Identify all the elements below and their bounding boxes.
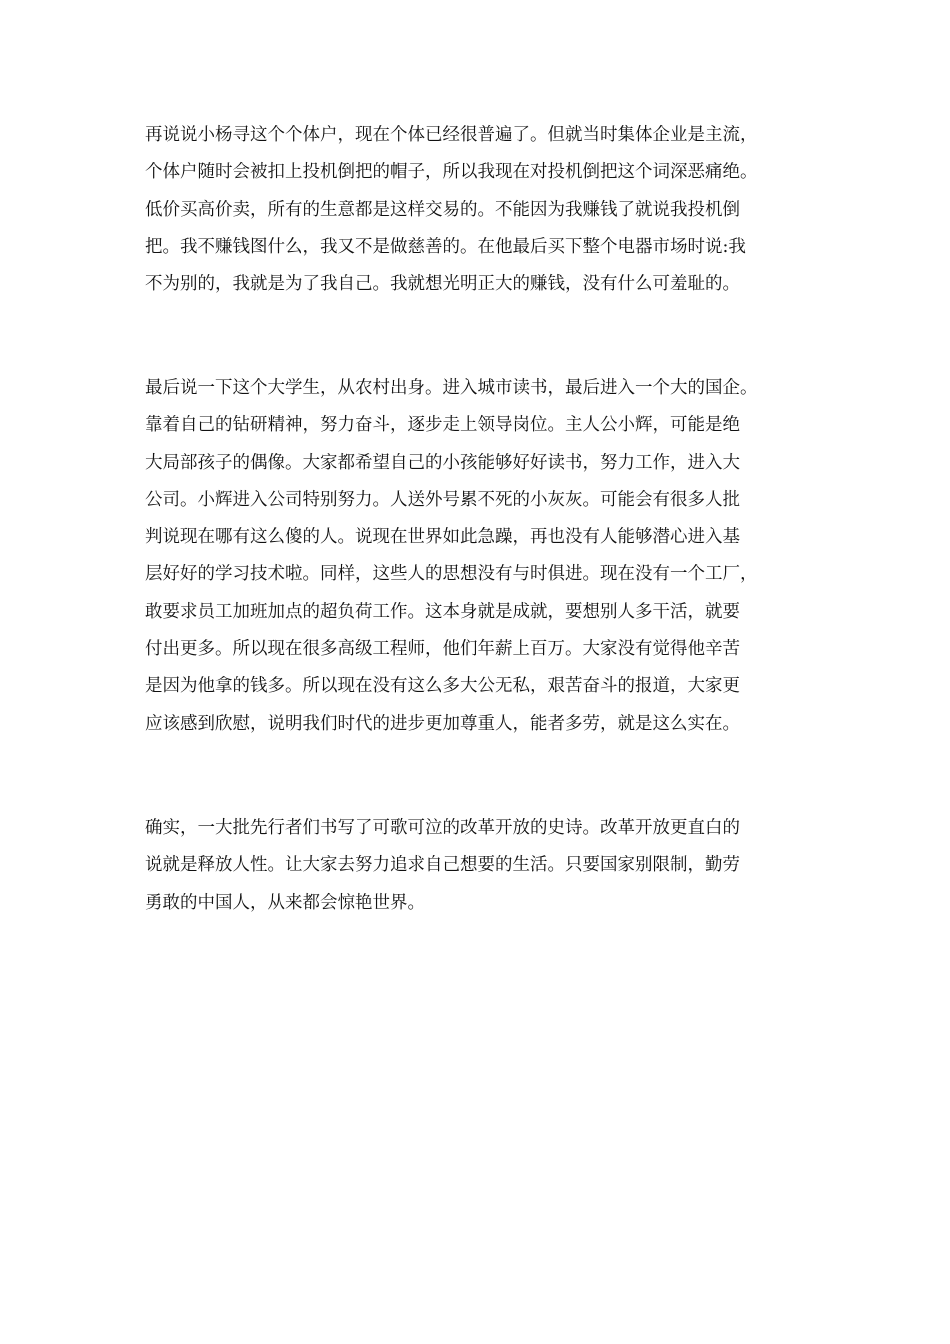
text-line: 敢要求员工加班加点的超负荷工作。这本身就是成就，要想别人多干活，就要 xyxy=(145,601,740,622)
text-line: 应该感到欣慰，说明我们时代的进步更加尊重人，能者多劳，就是这么实在。 xyxy=(145,713,740,734)
text-line: 个体户随时会被扣上投机倒把的帽子，所以我现在对投机倒把这个词深恶痛绝。 xyxy=(145,162,758,183)
text-line: 是因为他拿的钱多。所以现在没有这么多大公无私，艰苦奋斗的报道，大家更 xyxy=(145,676,740,697)
text-line: 付出更多。所以现在很多高级工程师，他们年薪上百万。大家没有觉得他辛苦 xyxy=(145,639,740,660)
paragraph-reform-conclusion xyxy=(145,810,825,922)
text-line: 不为别的，我就是为了我自己。我就想光明正大的赚钱，没有什么可羞耻的。 xyxy=(145,274,740,295)
paragraph-individual-business xyxy=(145,117,825,303)
text-line: 靠着自己的钻研精神，努力奋斗，逐步走上领导岗位。主人公小辉，可能是绝 xyxy=(145,415,740,436)
text-line: 再说说小杨寻这个个体户，现在个体已经很普遍了。但就当时集体企业是主流， xyxy=(145,125,758,145)
text-line: 判说现在哪有这么傻的人。说现在世界如此急躁，再也没有人能够潜心进入基 xyxy=(145,527,740,548)
text-line: 低价买高价卖，所有的生意都是这样交易的。不能因为我赚钱了就说我投机倒 xyxy=(145,199,740,220)
text-line: 大局部孩子的偶像。大家都希望自己的小孩能够好好读书，努力工作，进入大 xyxy=(145,452,740,473)
text-line: 勇敢的中国人，从来都会惊艳世界。 xyxy=(145,892,425,913)
text-line: 确实，一大批先行者们书写了可歌可泣的改革开放的史诗。改革开放更直白的 xyxy=(145,818,740,838)
text-line: 最后说一下这个大学生，从农村出身。进入城市读书，最后进入一个大的国企。 xyxy=(145,378,758,398)
text-line: 公司。小辉进入公司特别努力。人送外号累不死的小灰灰。可能会有很多人批 xyxy=(145,489,740,510)
paragraph-college-student xyxy=(145,370,825,743)
text-line: 把。我不赚钱图什么，我又不是做慈善的。在他最后买下整个电器市场时说:我 xyxy=(145,236,746,257)
text-line: 层好好的学习技术啦。同样，这些人的思想没有与时俱进。现在没有一个工厂， xyxy=(145,564,758,585)
text-line: 说就是释放人性。让大家去努力追求自己想要的生活。只要国家别限制，勤劳 xyxy=(145,855,740,876)
